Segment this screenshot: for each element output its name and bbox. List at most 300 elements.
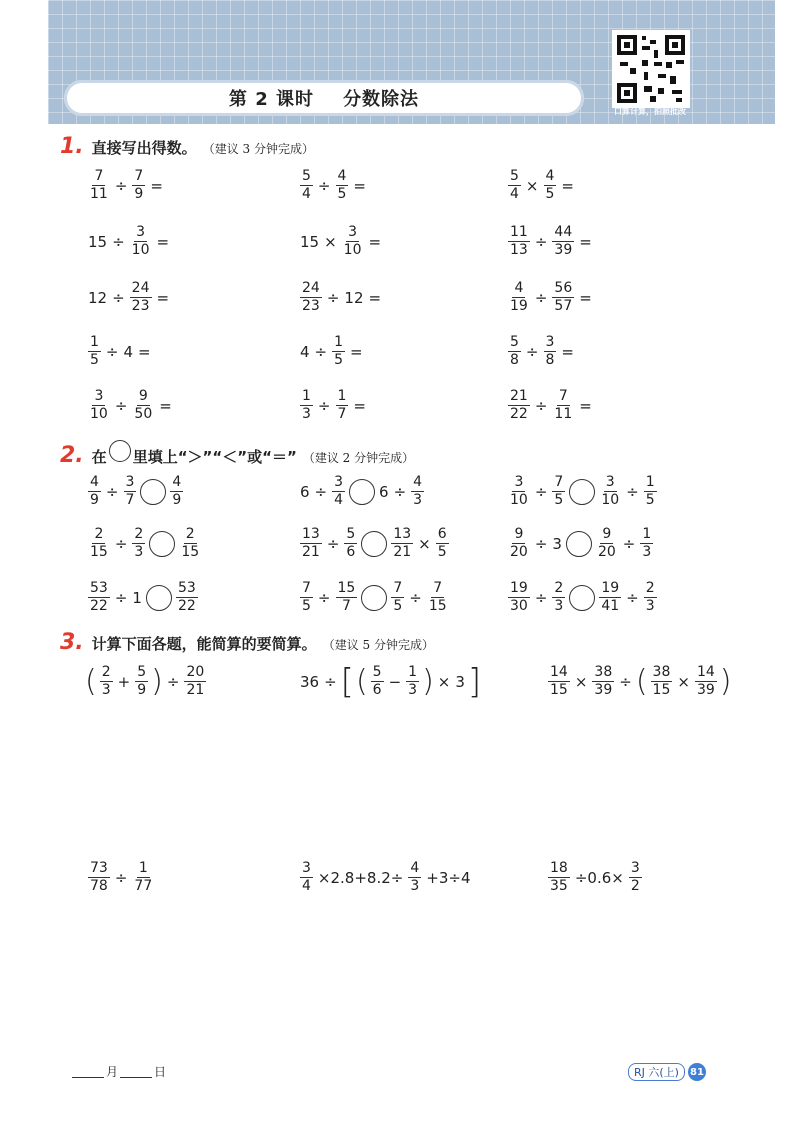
denominator: 19	[510, 298, 528, 314]
s1-r1c2	[298, 168, 369, 203]
numerator: 9	[138, 388, 148, 404]
section-2-title: 2. 在 里填上“＞”“＜”或“＝” （建议 2 分钟完成）	[60, 440, 414, 468]
numerator: 2	[101, 664, 111, 680]
operator: =	[138, 342, 151, 361]
denominator: 6	[346, 544, 356, 560]
fraction	[508, 224, 530, 259]
denominator: 23	[302, 298, 320, 314]
fraction	[179, 526, 201, 561]
denominator: 9	[137, 682, 147, 698]
section-1-note: （建议 3 分钟完成）	[202, 142, 314, 156]
numerator: 7	[134, 168, 144, 184]
denominator: 3	[134, 544, 144, 560]
denominator: 7	[341, 598, 351, 614]
s1-r1c1	[86, 168, 166, 203]
operator: ÷	[317, 176, 331, 195]
s1-r5c1	[86, 388, 175, 423]
denominator: 20	[597, 544, 616, 560]
denominator: 5	[90, 352, 99, 368]
fraction	[411, 474, 424, 509]
operator: ÷0.6×	[574, 868, 624, 887]
denominator: 4	[302, 878, 311, 894]
numerator: 2	[185, 526, 195, 542]
operator: =	[368, 288, 382, 307]
s1-r5c2	[298, 388, 369, 423]
lesson-title: 分数除法	[343, 89, 420, 110]
numerator: 7	[94, 168, 104, 184]
fraction	[300, 388, 313, 423]
fraction	[408, 860, 421, 895]
numerator: 7	[433, 580, 443, 596]
operator: ÷	[317, 396, 331, 415]
numerator: 3	[514, 474, 524, 490]
grade-label: RJ 六(上)	[628, 1063, 685, 1081]
fraction	[508, 280, 530, 315]
fraction	[592, 664, 614, 699]
fraction	[88, 860, 110, 895]
numerator: 1	[302, 388, 311, 404]
operator: ÷	[105, 482, 119, 501]
number: 15	[300, 232, 320, 251]
compare-circle[interactable]	[149, 531, 175, 557]
operator: ÷	[112, 232, 125, 251]
operator: ÷	[619, 672, 632, 691]
numerator: 1	[408, 664, 418, 680]
numerator: 9	[514, 526, 524, 542]
denominator: 10	[343, 242, 362, 258]
operator: ÷	[114, 534, 128, 553]
bracket: (	[85, 663, 97, 699]
fraction	[640, 526, 653, 561]
numerator: 5	[302, 168, 311, 184]
denominator: 50	[134, 406, 153, 422]
s2-r3c3	[506, 580, 659, 615]
circle-icon	[109, 440, 131, 462]
denominator: 23	[131, 298, 150, 314]
s1-r4c3	[506, 334, 577, 369]
fraction	[508, 334, 521, 369]
number: 6	[300, 482, 310, 501]
numerator: 3	[545, 334, 555, 350]
section-3-number: 3.	[60, 630, 84, 655]
fraction	[300, 280, 322, 315]
fraction	[130, 224, 152, 259]
s2-r1c1	[86, 474, 185, 509]
numerator: 24	[302, 280, 320, 296]
numerator: 2	[94, 526, 104, 542]
denominator: 15	[428, 598, 447, 614]
operator: ÷	[534, 288, 548, 307]
operator: ÷	[525, 342, 539, 361]
s2-r3c1	[86, 580, 200, 615]
operator: ×	[574, 672, 588, 691]
denominator: 7	[125, 492, 135, 508]
denominator: 20	[510, 544, 528, 560]
fraction	[184, 664, 206, 699]
operator: =	[156, 232, 170, 251]
fraction	[599, 580, 621, 615]
s2-r2c2	[298, 526, 451, 561]
section-1-title	[60, 134, 314, 159]
s2-r1c3	[506, 474, 659, 509]
numerator: 4	[172, 474, 182, 490]
section-3-note: （建议 5 分钟完成）	[322, 638, 434, 652]
fraction	[644, 580, 657, 615]
fraction	[336, 168, 349, 203]
operator: +	[117, 672, 131, 691]
denominator: 5	[545, 186, 555, 202]
numerator: 11	[510, 224, 528, 240]
operator: ÷	[534, 588, 548, 607]
lesson-label: 第 2 课时	[228, 89, 314, 110]
operator: =	[150, 176, 163, 195]
numerator: 13	[302, 526, 320, 542]
denominator: 9	[172, 492, 182, 508]
numerator: 5	[346, 526, 356, 542]
fraction	[427, 580, 449, 615]
numerator: 24	[131, 280, 150, 296]
s1-r4c2	[298, 334, 366, 369]
fraction	[124, 474, 137, 509]
numerator: 7	[558, 388, 568, 404]
s3-p5	[298, 860, 474, 895]
numerator: 4	[410, 860, 420, 876]
fraction	[552, 224, 574, 259]
fraction	[300, 526, 322, 561]
numerator: 4	[545, 168, 555, 184]
numerator: 3	[348, 224, 358, 240]
denominator: 57	[554, 298, 573, 314]
denominator: 78	[90, 878, 108, 894]
operator: ÷	[114, 176, 128, 195]
numerator: 21	[510, 388, 528, 404]
denominator: 11	[90, 186, 108, 202]
fraction	[300, 860, 313, 895]
operator: =	[350, 342, 363, 361]
denominator: 35	[550, 878, 568, 894]
fraction	[508, 474, 530, 509]
number: 6	[379, 482, 389, 501]
number: 3	[552, 534, 562, 553]
fraction	[170, 474, 183, 509]
s2-r2c1	[86, 526, 203, 561]
number: 12	[88, 288, 108, 307]
denominator: 10	[131, 242, 150, 258]
denominator: 4	[302, 186, 311, 202]
denominator: 22	[510, 406, 528, 422]
denominator: 3	[554, 598, 564, 614]
bracket: ]	[467, 661, 482, 702]
numerator: 2	[554, 580, 564, 596]
numerator: 1	[334, 334, 344, 350]
fraction	[552, 388, 574, 423]
fraction	[132, 168, 145, 203]
numerator: 7	[393, 580, 403, 596]
operator: =	[579, 396, 592, 415]
operator: +3÷4	[426, 868, 471, 887]
numerator: 53	[90, 580, 108, 596]
denominator: 39	[594, 682, 613, 698]
denominator: 21	[186, 682, 205, 698]
fraction	[544, 334, 557, 369]
denominator: 3	[410, 878, 420, 894]
denominator: 5	[437, 544, 447, 560]
denominator: 8	[510, 352, 519, 368]
denominator: 22	[177, 598, 196, 614]
numerator: 14	[696, 664, 715, 680]
qr-code[interactable]	[612, 30, 690, 108]
s3-p4	[86, 860, 156, 895]
section-1-text: 直接写出得数。	[91, 139, 197, 157]
denominator: 15	[181, 544, 200, 560]
operator: ÷	[326, 288, 340, 307]
fraction	[300, 580, 313, 615]
denominator: 39	[696, 682, 715, 698]
operator: ÷	[622, 534, 636, 553]
s1-r3c1	[86, 280, 172, 315]
numerator: 5	[137, 664, 147, 680]
fraction	[552, 580, 565, 615]
operator: ×	[437, 672, 451, 691]
fraction	[508, 168, 521, 203]
denominator: 11	[554, 406, 573, 422]
operator: ×	[525, 176, 539, 195]
bracket: [	[340, 661, 354, 702]
fraction	[344, 526, 357, 561]
numerator: 1	[337, 388, 347, 404]
bracket: (	[635, 663, 648, 699]
s2-r1c2	[298, 474, 426, 509]
denominator: 10	[601, 492, 620, 508]
compare-circle[interactable]	[361, 585, 387, 611]
compare-circle[interactable]	[361, 531, 387, 557]
fraction	[132, 526, 145, 561]
numerator: 18	[550, 860, 568, 876]
lesson-title-bar	[64, 80, 584, 116]
denominator: 13	[510, 242, 528, 258]
numerator: 5	[372, 664, 382, 680]
numerator: 2	[134, 526, 144, 542]
fraction	[332, 474, 345, 509]
denominator: 21	[302, 544, 320, 560]
operator: ÷	[326, 534, 340, 553]
denominator: 10	[510, 492, 528, 508]
s1-r2c1	[86, 224, 172, 259]
operator: ÷	[314, 482, 328, 501]
number: 15	[88, 232, 108, 251]
s1-r2c2	[298, 224, 384, 259]
s1-r4c1	[86, 334, 154, 369]
fraction	[599, 474, 621, 509]
fraction	[88, 474, 101, 509]
operator: ÷	[409, 588, 422, 607]
page-number: 81	[688, 1063, 706, 1081]
date-field[interactable]	[70, 1063, 166, 1080]
numerator: 2	[645, 580, 655, 596]
fraction	[176, 580, 198, 615]
operator: =	[579, 288, 592, 307]
fraction	[88, 580, 110, 615]
fraction	[508, 526, 530, 561]
operator: ÷	[105, 342, 119, 361]
operator: ÷	[114, 588, 128, 607]
compare-circle[interactable]	[566, 531, 592, 557]
denominator: 5	[334, 352, 344, 368]
operator: ÷	[166, 672, 180, 691]
operator: ÷	[114, 868, 128, 887]
denominator: 21	[393, 544, 412, 560]
operator: ÷	[324, 672, 337, 691]
fraction	[88, 388, 110, 423]
compare-circle[interactable]	[349, 479, 375, 505]
fraction	[132, 860, 154, 895]
number: 4	[300, 342, 310, 361]
numerator: 7	[302, 580, 311, 596]
denominator: 6	[372, 682, 382, 698]
fraction	[552, 474, 565, 509]
fraction	[300, 168, 313, 203]
denominator: 15	[550, 682, 568, 698]
bracket: (	[355, 663, 368, 699]
denominator: 22	[90, 598, 108, 614]
section-2-note: （建议 2 分钟完成）	[302, 451, 415, 465]
operator: ÷	[626, 482, 639, 501]
number: 3	[455, 672, 465, 691]
s3-p6	[546, 860, 644, 895]
denominator: 41	[601, 598, 620, 614]
denominator: 3	[408, 682, 418, 698]
denominator: 10	[90, 406, 108, 422]
fraction	[88, 334, 101, 369]
numerator: 4	[514, 280, 524, 296]
numerator: 3	[125, 474, 135, 490]
operator: ÷	[314, 342, 328, 361]
operator: =	[353, 176, 366, 195]
numerator: 1	[138, 860, 148, 876]
operator: =	[561, 176, 574, 195]
compare-circle[interactable]	[146, 585, 172, 611]
fraction	[508, 388, 530, 423]
operator: ÷	[626, 588, 639, 607]
numerator: 15	[337, 580, 356, 596]
denominator: 4	[510, 186, 519, 202]
operator: ×	[677, 672, 690, 691]
denominator: 3	[302, 406, 311, 422]
operator: ÷	[534, 482, 548, 501]
number: 36	[300, 672, 320, 691]
fraction	[644, 474, 657, 509]
operator: ×	[418, 534, 431, 553]
fraction	[130, 280, 152, 315]
s1-r3c2	[298, 280, 384, 315]
numerator: 14	[550, 664, 568, 680]
numerator: 56	[554, 280, 573, 296]
fraction	[548, 860, 570, 895]
day-label: 日	[154, 1065, 167, 1079]
numerator: 3	[334, 474, 344, 490]
number: 12	[344, 288, 364, 307]
operator: −	[388, 672, 402, 691]
numerator: 7	[554, 474, 564, 490]
fraction	[336, 388, 349, 423]
numerator: 1	[642, 526, 652, 542]
section-1-number: 1.	[60, 134, 84, 159]
number: 4	[123, 342, 134, 361]
denominator: 8	[545, 352, 555, 368]
fraction	[406, 664, 419, 699]
fraction	[695, 664, 717, 699]
compare-circle[interactable]	[569, 479, 595, 505]
operator: =	[159, 396, 172, 415]
numerator: 3	[630, 860, 640, 876]
denominator: 2	[630, 878, 640, 894]
denominator: 4	[334, 492, 344, 508]
fraction	[596, 526, 618, 561]
numerator: 38	[594, 664, 613, 680]
fraction	[135, 664, 148, 699]
numerator: 20	[186, 664, 205, 680]
s3-p3	[546, 664, 732, 699]
numerator: 3	[605, 474, 615, 490]
s3-p2	[298, 661, 482, 702]
fraction	[508, 580, 530, 615]
operator: =	[353, 396, 366, 415]
operator: ×	[324, 232, 337, 251]
numerator: 5	[510, 168, 519, 184]
denominator: 3	[645, 598, 655, 614]
fraction	[332, 334, 345, 369]
numerator: 38	[652, 664, 671, 680]
numerator: 3	[302, 860, 311, 876]
operator: ÷	[393, 482, 407, 501]
bracket: )	[151, 663, 163, 699]
fraction	[100, 664, 113, 699]
section-2-number: 2.	[60, 443, 84, 468]
s2-r3c2	[298, 580, 451, 615]
numerator: 6	[437, 526, 447, 542]
numerator: 19	[601, 580, 620, 596]
denominator: 15	[90, 544, 108, 560]
operator: ÷	[534, 232, 548, 251]
s1-r1c3	[506, 168, 577, 203]
denominator: 77	[134, 878, 153, 894]
operator: ×2.8+8.2÷	[317, 868, 404, 887]
fraction	[552, 280, 574, 315]
fraction	[548, 664, 570, 699]
numerator: 1	[645, 474, 655, 490]
operator: ÷	[534, 534, 548, 553]
numerator: 1	[90, 334, 99, 350]
numerator: 73	[90, 860, 108, 876]
numerator: 4	[413, 474, 423, 490]
denominator: 9	[134, 186, 144, 202]
compare-circle[interactable]	[569, 585, 595, 611]
fraction	[88, 168, 110, 203]
operator: ÷	[112, 288, 125, 307]
fraction	[132, 388, 154, 423]
numerator: 4	[90, 474, 99, 490]
denominator: 3	[413, 492, 423, 508]
denominator: 5	[302, 598, 311, 614]
numerator: 4	[337, 168, 347, 184]
fraction	[544, 168, 557, 203]
operator: =	[561, 342, 574, 361]
compare-circle[interactable]	[140, 479, 166, 505]
s1-r2c3	[506, 224, 595, 259]
denominator: 5	[393, 598, 403, 614]
numerator: 3	[94, 388, 104, 404]
fraction	[629, 860, 642, 895]
